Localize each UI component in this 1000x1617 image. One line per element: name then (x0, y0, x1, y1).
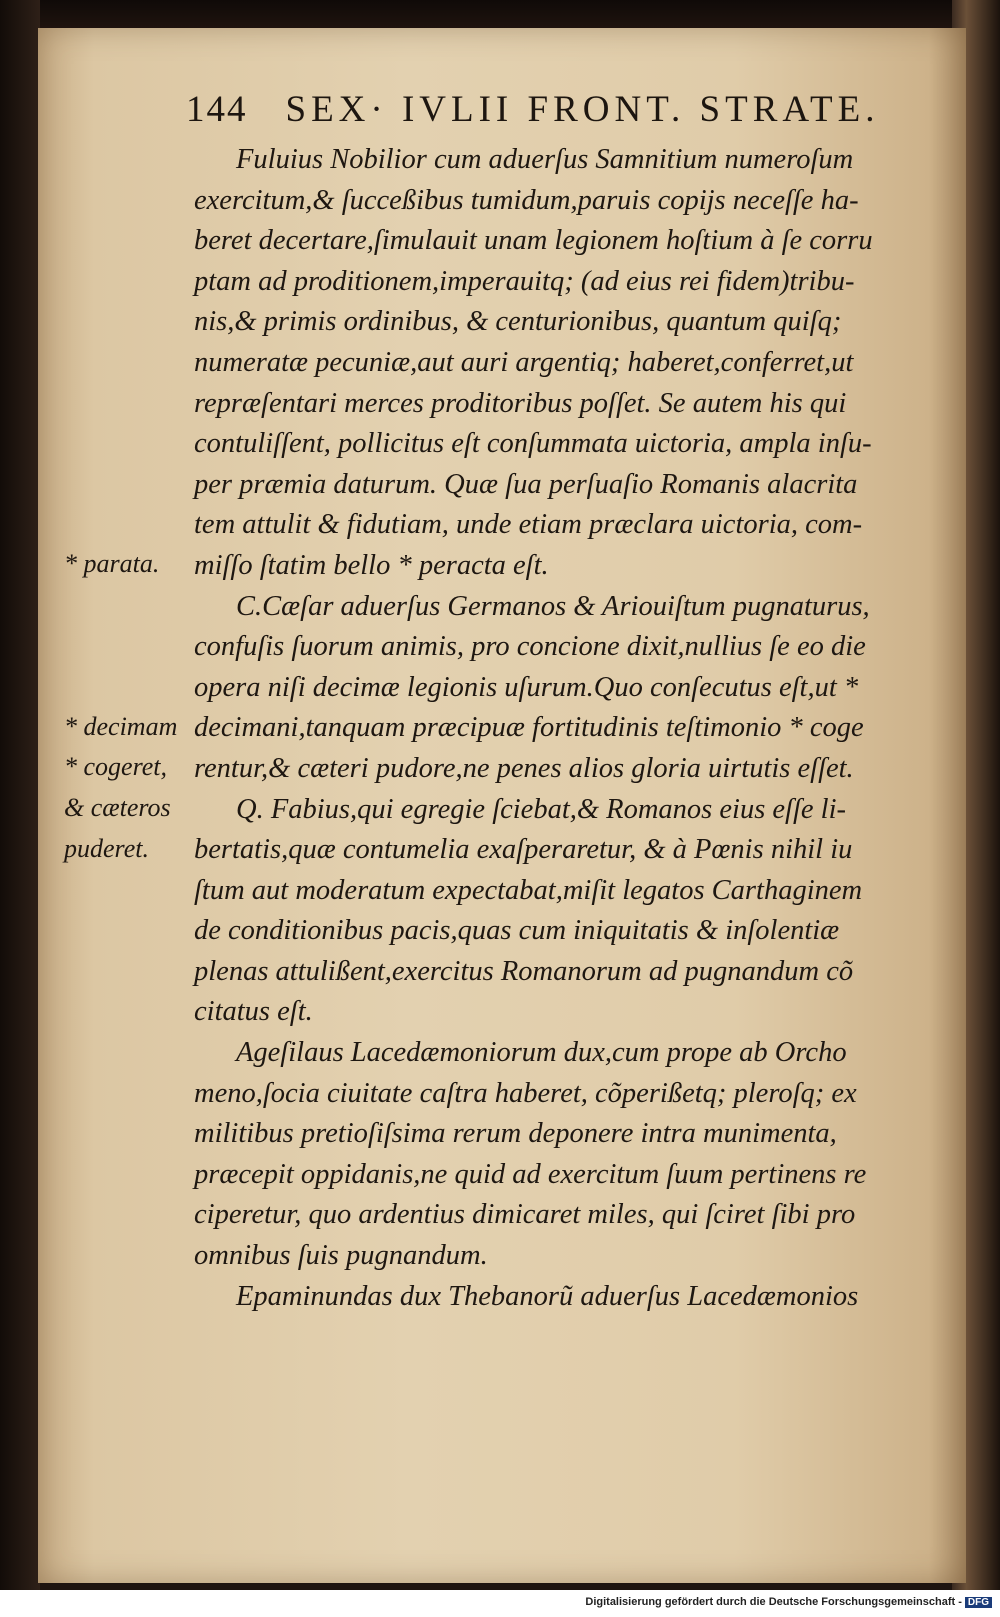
running-title: SEX· IVLII FRONT. STRATE. (285, 89, 880, 130)
text-line: Fuluius Nobilior cum aduerſus Samnitium numeroſum (236, 144, 854, 175)
text-line: opera niſi decimæ legionis uſurum.Quo conſecutus eſt,ut * (194, 671, 859, 703)
dfg-logo: DFG (965, 1597, 992, 1608)
text-line: confuſis ſuorum animis, pro concione dixit,nullius ſe eo die (194, 631, 866, 663)
margin-note: * cogeret, (64, 752, 167, 781)
text-line: de conditionibus pacis,quas cum iniquitatis & inſolentiæ (194, 915, 840, 947)
margin-note: & cæteros (64, 793, 171, 822)
margin-note: * parata. (64, 549, 160, 578)
text-line: rentur,& cæteri pudore,ne penes alios gloria uirtutis eſſet. (194, 752, 854, 784)
text-line: citatus eſt. (194, 996, 313, 1028)
body-text (194, 140, 914, 1317)
digitization-credit (585, 1596, 992, 1608)
text-line: exercitum,& ſucceßibus tumidum,paruis copijs neceſſe ha- (194, 184, 859, 216)
text-line: nis,& primis ordinibus, & centurionibus, quantum quiſq; (194, 306, 842, 338)
margin-note: * decimam (64, 712, 178, 741)
text-line: contuliſſent, pollicitus eſt conſummata uictoria, ampla inſu- (194, 428, 872, 460)
text-line: numeratæ pecuniæ,aut auri argentiq; haberet,conferret,ut (194, 346, 854, 378)
text-line: beret decertare,ſimulauit unam legionem hoſtium à ſe corru (194, 225, 873, 257)
text-line: ptam ad proditionem,imperauitq; (ad eius rei fidem)tribu- (194, 265, 855, 297)
text-line: meno,ſocia ciuitate caſtra haberet, cõperißetq; pleroſq; ex (194, 1077, 857, 1109)
text-line: tem attulit & fidutiam, unde etiam præclara uictoria, com- (194, 509, 863, 541)
text-line: Ageſilaus Lacedæmoniorum dux,cum prope ab Orcho (236, 1037, 847, 1069)
binding-left-edge (0, 0, 40, 1590)
text-line: ſtum aut moderatum expectabat,miſit legatos Carthaginem (194, 874, 863, 906)
text-line: omnibus ſuis pugnandum. (194, 1240, 488, 1272)
credit-text: Digitalisierung gefördert durch die Deutsche Forschungsgemeinschaft - (585, 1596, 962, 1608)
text-line: miſſo ſtatim bello * peracta eſt. (194, 549, 549, 581)
text-line: militibus pretioſiſsima rerum deponere intra munimenta, (194, 1118, 837, 1150)
page-number: 144 (186, 89, 248, 130)
text-line: Epaminundas dux Thebanorũ aduerſus Lacedæmonios (236, 1280, 859, 1312)
text-line: decimani,tanquam præcipuæ fortitudinis teſtimonio * coge (194, 712, 864, 744)
text-line: per præmia daturum. Quæ ſua perſuaſio Romanis alacrita (194, 468, 858, 500)
text-line: plenas attulißent,exercitus Romanorum ad pugnandum cõ (194, 955, 854, 987)
text-line: Q. Fabius,qui egregie ſciebat,& Romanos eius eſſe li- (236, 793, 846, 825)
text-line: C.Cæſar aduerſus Germanos & Ariouiſtum pugnaturus, (236, 590, 870, 622)
text-line: repræſentari merces proditoribus poſſet. Se autem his qui (194, 387, 847, 419)
text-line: ciperetur, quo ardentius dimicaret miles, qui ſciret ſibi pro (194, 1199, 856, 1231)
margin-note: puderet. (64, 834, 149, 863)
running-header (186, 88, 880, 131)
text-line: præcepit oppidanis,ne quid ad exercitum ſuum pertinens re (194, 1158, 867, 1190)
text-line: bertatis,quæ contumelia exaſperaretur, & à Pœnis nihil iu (194, 834, 853, 866)
